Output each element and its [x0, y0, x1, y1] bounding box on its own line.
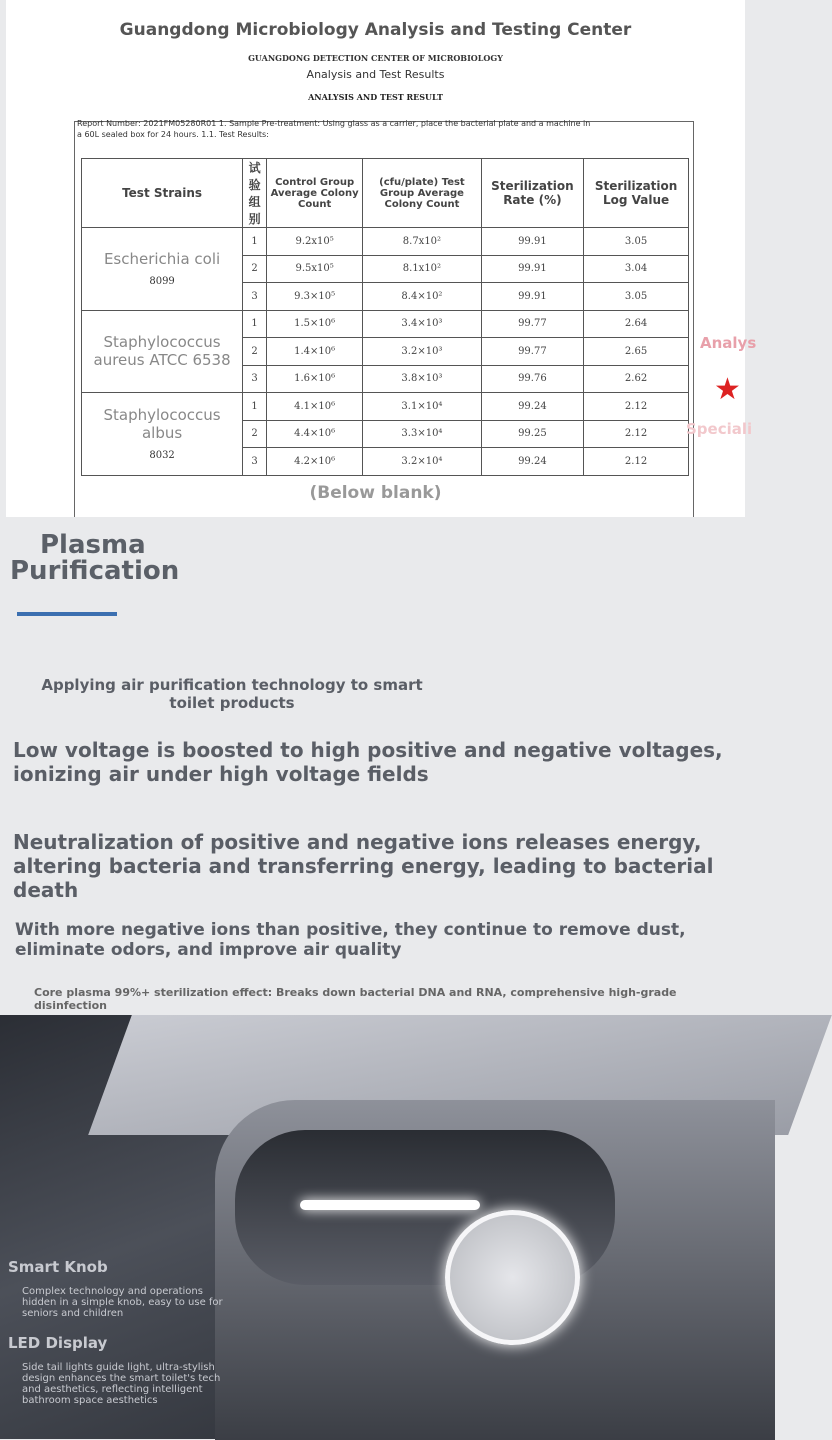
lead-text: Applying air purification technology to smart toilet products: [41, 676, 423, 712]
table-cell: 99.91: [481, 255, 583, 283]
table-cell: 99.77: [481, 338, 583, 366]
star-icon: ★: [714, 372, 741, 407]
table-cell: 1: [243, 393, 267, 421]
table-cell: 2.64: [584, 310, 689, 338]
knob-desc: Complex technology and operations hidden in a simple knob, easy to use for seniors and children: [22, 1286, 223, 1319]
table-cell: 2: [243, 338, 267, 366]
table-row: [82, 393, 689, 421]
led-light: [300, 1200, 480, 1210]
table-cell: 1: [243, 310, 267, 338]
table-cell: 3: [243, 283, 267, 311]
accent-bar: [17, 612, 117, 616]
table-row: [82, 228, 689, 256]
table-cell: 99.24: [481, 448, 583, 476]
table-cell: 1.6×10⁶: [267, 365, 363, 393]
table-cell: 9.3×10⁵: [267, 283, 363, 311]
table-cell: 8.7x10²: [363, 228, 481, 256]
table-cell: 3.1×10⁴: [363, 393, 481, 421]
table-cell: 3.2×10⁴: [363, 448, 481, 476]
test-report: [6, 0, 757, 517]
column-header: (cfu/plate) Test Group Average Colony Count: [363, 159, 481, 228]
table-cell: 99.25: [481, 420, 583, 448]
below-blank: (Below blank): [309, 483, 442, 503]
table-cell: 2.12: [584, 420, 689, 448]
point-3: With more negative ions than positive, they continue to remove dust, eliminate odors, and improve air quality: [15, 920, 686, 960]
report-subtitle: Analysis and Test Results: [306, 68, 445, 81]
table-cell: 4.4×10⁶: [267, 420, 363, 448]
report-title: Guangdong Microbiology Analysis and Testing Center: [119, 20, 632, 40]
table-cell: 99.24: [481, 393, 583, 421]
table-cell: 3.05: [584, 228, 689, 256]
table-cell: 3: [243, 448, 267, 476]
strain-code: 8032: [149, 450, 175, 462]
column-header: 试验组别: [243, 159, 267, 228]
strain-code: 8099: [149, 276, 175, 288]
table-cell: 3.3×10⁴: [363, 420, 481, 448]
table-cell: 3.8×10³: [363, 365, 481, 393]
report-subtitle-2: ANALYSIS AND TEST RESULT: [308, 92, 443, 102]
table-cell: 2.12: [584, 448, 689, 476]
title-line-2: Purification: [10, 556, 180, 586]
table-cell: 8.1x10²: [363, 255, 481, 283]
point-1: Low voltage is boosted to high positive and negative voltages, ionizing air under high voltage fields: [13, 738, 723, 786]
table-cell: 2.12: [584, 393, 689, 421]
led-title: LED Display: [8, 1334, 108, 1352]
table-cell: 1: [243, 228, 267, 256]
table-cell: 3.4×10³: [363, 310, 481, 338]
table-cell: 3: [243, 365, 267, 393]
strain-name: Staphylococcus aureus ATCC 6538: [93, 333, 231, 370]
results-table: [81, 158, 689, 476]
side-text: Analys: [700, 334, 757, 352]
table-cell: 2.65: [584, 338, 689, 366]
strain-cell: [82, 393, 243, 476]
table-cell: 9.2x10⁵: [267, 228, 363, 256]
strain-name: Staphylococcus albus: [103, 406, 221, 443]
report-note: Report Number: 2021FM05280R01 1. Sample Pre-treatment: Using glass as a carrier, place the bacterial plate and a machine in a 60L sealed box for 24 hours. 1.1. Test Results:: [77, 119, 591, 139]
table-cell: 2.62: [584, 365, 689, 393]
table-cell: 3.04: [584, 255, 689, 283]
point-2: Neutralization of positive and negative ions releases energy, altering bacteria and transferring energy, leading to bacterial death: [13, 830, 714, 902]
table-cell: 99.91: [481, 228, 583, 256]
table-cell: 1.5×10⁶: [267, 310, 363, 338]
knob-title: Smart Knob: [8, 1258, 108, 1276]
column-header: Sterilization Rate (%): [481, 159, 583, 228]
table-cell: 3.2×10³: [363, 338, 481, 366]
strain-name: Escherichia coli: [103, 250, 221, 269]
report-box: [74, 121, 694, 517]
smart-knob: [445, 1210, 580, 1345]
table-row: [82, 310, 689, 338]
report-subtitle-caps: GUANGDONG DETECTION CENTER OF MICROBIOLOGY: [248, 53, 503, 63]
table-cell: 99.91: [481, 283, 583, 311]
section-title: [10, 532, 179, 584]
title-line-1: Plasma: [40, 530, 146, 560]
table-cell: 4.1×10⁶: [267, 393, 363, 421]
table-cell: 8.4×10²: [363, 283, 481, 311]
column-header: Sterilization Log Value: [584, 159, 689, 228]
table-cell: 99.76: [481, 365, 583, 393]
table-cell: 9.5x10⁵: [267, 255, 363, 283]
strain-cell: [82, 310, 243, 393]
table-cell: 2: [243, 420, 267, 448]
column-header: Control Group Average Colony Count: [267, 159, 363, 228]
led-desc: Side tail lights guide light, ultra-stylish design enhances the smart toilet's tech and aesthetics, reflecting intelligent bathroom space aesthetics: [22, 1362, 221, 1406]
column-header: Test Strains: [82, 159, 243, 228]
table-cell: 99.77: [481, 310, 583, 338]
table-cell: 4.2×10⁶: [267, 448, 363, 476]
core-text: Core plasma 99%+ sterilization effect: Breaks down bacterial DNA and RNA, comprehensive high-grade disinfection: [34, 986, 677, 1012]
strain-cell: [82, 228, 243, 311]
table-cell: 1.4×10⁶: [267, 338, 363, 366]
side-text-2: Speciali: [686, 420, 753, 438]
table-cell: 2: [243, 255, 267, 283]
table-cell: 3.05: [584, 283, 689, 311]
